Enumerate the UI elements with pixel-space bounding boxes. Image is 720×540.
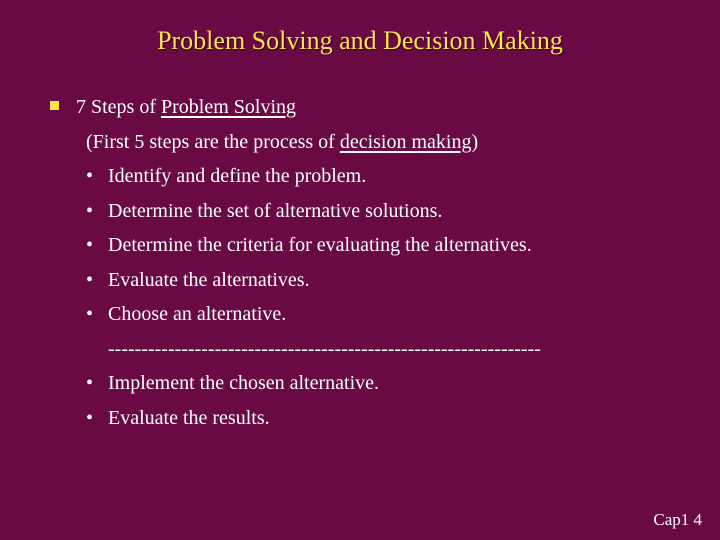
- list-item-text: Determine the set of alternative solutions.: [108, 199, 443, 222]
- list-item: [46, 366, 706, 401]
- list-item: [46, 401, 706, 436]
- list-item-text: Implement the chosen alternative.: [108, 372, 380, 394]
- list-item-text: Identify and define the problem.: [108, 165, 367, 187]
- note-prefix: (First 5 steps are the process of: [86, 130, 340, 153]
- note-suffix: ): [471, 130, 479, 153]
- heading-link[interactable]: Problem Solving: [161, 96, 297, 118]
- slide-body: [46, 90, 706, 435]
- bullet-dot-icon: •: [86, 372, 94, 394]
- separator-line: -----------------------------------------------------------------: [108, 337, 541, 360]
- slide-title: Problem Solving and Decision Making: [157, 26, 563, 55]
- list-item: [46, 228, 706, 263]
- bullet-dot-icon: •: [86, 234, 94, 256]
- slide-footer: Cap1 4: [653, 510, 702, 529]
- list-item: [46, 297, 706, 332]
- bullet-dot-icon: •: [86, 406, 94, 429]
- list-item: [46, 159, 706, 194]
- note-link[interactable]: decision making: [339, 130, 472, 153]
- list-item: [46, 263, 706, 298]
- list-item-text: Evaluate the alternatives.: [108, 268, 310, 291]
- list-item: [46, 194, 706, 229]
- bullet-dot-icon: •: [86, 165, 94, 187]
- list-item-text: Evaluate the results.: [108, 406, 270, 429]
- bullet-dot-icon: •: [86, 268, 94, 291]
- bullet-dot-icon: •: [86, 199, 94, 222]
- heading-prefix: 7 Steps of: [76, 96, 161, 118]
- bullet-dot-icon: •: [86, 303, 94, 325]
- list-item-text: Choose an alternative.: [108, 303, 287, 325]
- note-line: [46, 125, 706, 160]
- list-item-text: Determine the criteria for evaluating the alternatives.: [108, 234, 532, 256]
- main-bullet: [46, 90, 706, 125]
- square-bullet-icon: [50, 101, 59, 110]
